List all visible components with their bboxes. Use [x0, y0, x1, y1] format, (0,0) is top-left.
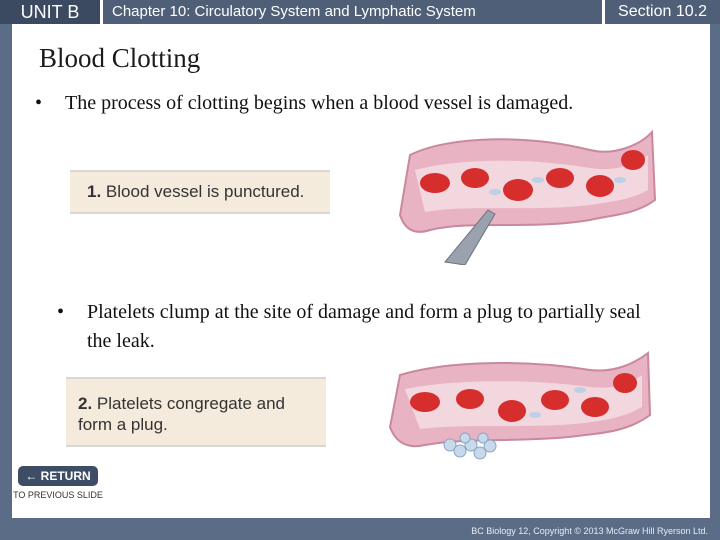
figure-number: 1. — [87, 182, 102, 201]
red-blood-cell — [581, 397, 609, 417]
red-blood-cell — [456, 389, 484, 409]
return-arrow-icon: ← — [25, 469, 38, 483]
figure-caption: Platelets congregate and form a plug. — [78, 394, 286, 434]
red-blood-cell — [420, 173, 450, 193]
platelet — [529, 412, 541, 418]
bullet-glyph: • — [57, 301, 65, 323]
slide-header — [0, 0, 720, 24]
punctured-vessel-illustration — [390, 120, 660, 265]
red-blood-cell — [498, 400, 526, 422]
red-blood-cell — [546, 168, 574, 188]
red-blood-cell — [541, 390, 569, 410]
red-blood-cell — [586, 175, 614, 197]
figure-label-2 — [66, 377, 326, 447]
bullet-clotting-begins — [35, 89, 595, 118]
red-blood-cell — [461, 168, 489, 188]
figure-caption: Blood vessel is punctured. — [105, 182, 305, 201]
chapter-title: Chapter 10: Circulatory System and Lymphatic System — [112, 3, 476, 20]
red-blood-cell — [621, 150, 645, 170]
red-blood-cell — [613, 373, 637, 393]
red-blood-cell — [503, 179, 533, 201]
return-label: RETURN — [40, 469, 91, 483]
red-blood-cell — [410, 392, 440, 412]
bullet-text: Platelets clump at the site of damage and form a plug to partially seal the leak. — [87, 301, 641, 352]
plugged-vessel-illustration — [380, 345, 660, 475]
bullet-text: The process of clotting begins when a blood vessel is damaged. — [65, 92, 574, 114]
return-button[interactable] — [18, 466, 98, 486]
platelet — [532, 177, 544, 183]
return-subtitle: TO PREVIOUS SLIDE — [13, 490, 103, 500]
figure-label-1 — [70, 170, 330, 214]
platelet — [489, 189, 501, 195]
copyright-footer: BC Biology 12, Copyright © 2013 McGraw Hill Ryerson Ltd. — [471, 526, 708, 536]
section-label: Section 10.2 — [602, 0, 720, 24]
figure-number: 2. — [78, 394, 93, 413]
platelet — [614, 177, 626, 183]
slide-title: Blood Clotting — [39, 43, 201, 73]
platelet — [574, 387, 586, 393]
bullet-glyph: • — [35, 92, 43, 114]
unit-label: UNIT B — [0, 0, 103, 24]
